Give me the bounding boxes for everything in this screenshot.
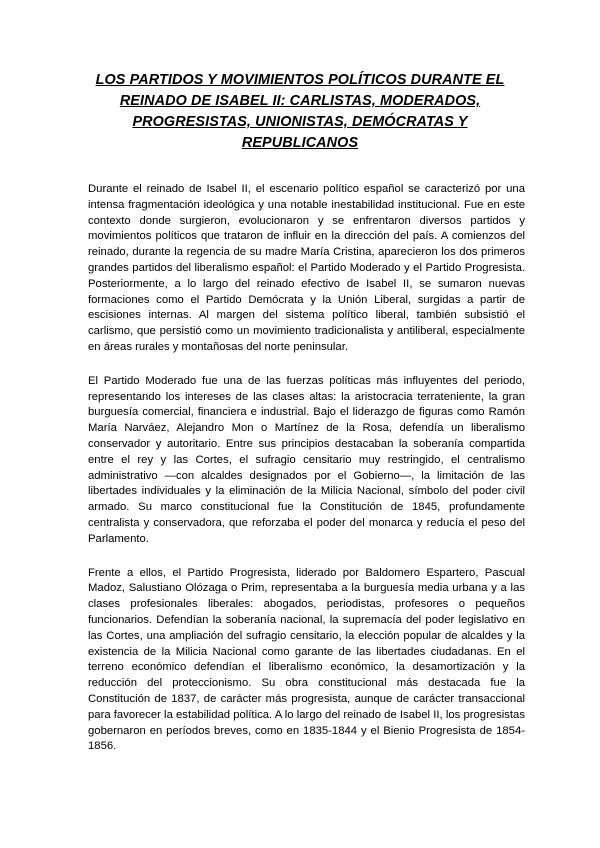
paragraph-partido-progresista: Frente a ellos, el Partido Progresista, liderado por Baldomero Espartero, Pascual Madoz, Salustiano Olózaga o Prim, representaba a la burguesía media urbana y a las clases profesionales liberales: abogados, periodistas, profesores o pequeños funcionarios. Defendían la soberanía nacional, la supremacía del poder legislativo en las Cortes, una ampliación del sufragio censitario, la elección popular de alcaldes y la existencia de la Milicia Nacional como garante de las libertades ciudadanas. En el terreno económico defendían el liberalismo económico, la desamortización y la reducción del proteccionismo. Su obra constitucional más destacada fue la Constitución de 1837, de carácter más progresista, aunque de carácter transaccional para favorecer la estabilidad política. A lo largo del reinado de Isabel II, los progresistas gobernaron en períodos breves, como en 1835-1844 y el Bienio Progresista de 1854-1856. <box>88 566 525 753</box>
paragraph-introduction: Durante el reinado de Isabel II, el escenario político español se caracterizó por una intensa fragmentación ideológica y una notable inestabilidad institucional. Fue en este contexto donde surgieron, evolucionaron y se enfrentaron diversos partidos y movimientos políticos que trataron de influir en la dirección del país. A comienzos del reinado, durante la regencia de su madre María Cristina, aparecieron los dos primeros grandes partidos del liberalismo español: el Partido Moderado y el Partido Progresista. Posteriormente, a lo largo del reinado efectivo de Isabel II, se sumaron nuevas formaciones como el Partido Demócrata y la Unión Liberal, surgidas a partir de escisiones internas. Al margen del sistema político liberal, también subsistió el carlismo, que persistió como un movimiento tradicionalista y antiliberal, especialmente en áreas rurales y montañosas del norte peninsular. <box>88 183 525 353</box>
document-title: LOS PARTIDOS Y MOVIMIENTOS POLÍTICOS DURANTE EL REINADO DE ISABEL II: CARLISTAS, MODERADOS, PROGRESISTAS, UNIONISTAS, DEMÓCRATAS Y REPUBLICANOS <box>95 72 505 151</box>
paragraph-partido-moderado: El Partido Moderado fue una de las fuerzas políticas más influyentes del periodo, representando los intereses de las clases altas: la aristocracia terrateniente, la gran burguesía comercial, financiera e industrial. Bajo el liderazgo de figuras como Ramón María Narváez, Alejandro Mon o Martínez de la Rosa, defendía un liberalismo conservador y autoritario. Entre sus principios destacaban la soberanía compartida entre el rey y las Cortes, el sufragio censitario muy restringido, el centralismo administrativo —con alcaldes designados por el Gobierno—, la limitación de las libertades individuales y la eliminación de la Milicia Nacional, símbolo del poder civil armado. Su marco constitucional fue la Constitución de 1845, profundamente centralista y conservadora, que reforzaba el poder del monarca y reducía el peso del Parlamento. <box>88 374 525 545</box>
document-body <box>88 182 525 773</box>
